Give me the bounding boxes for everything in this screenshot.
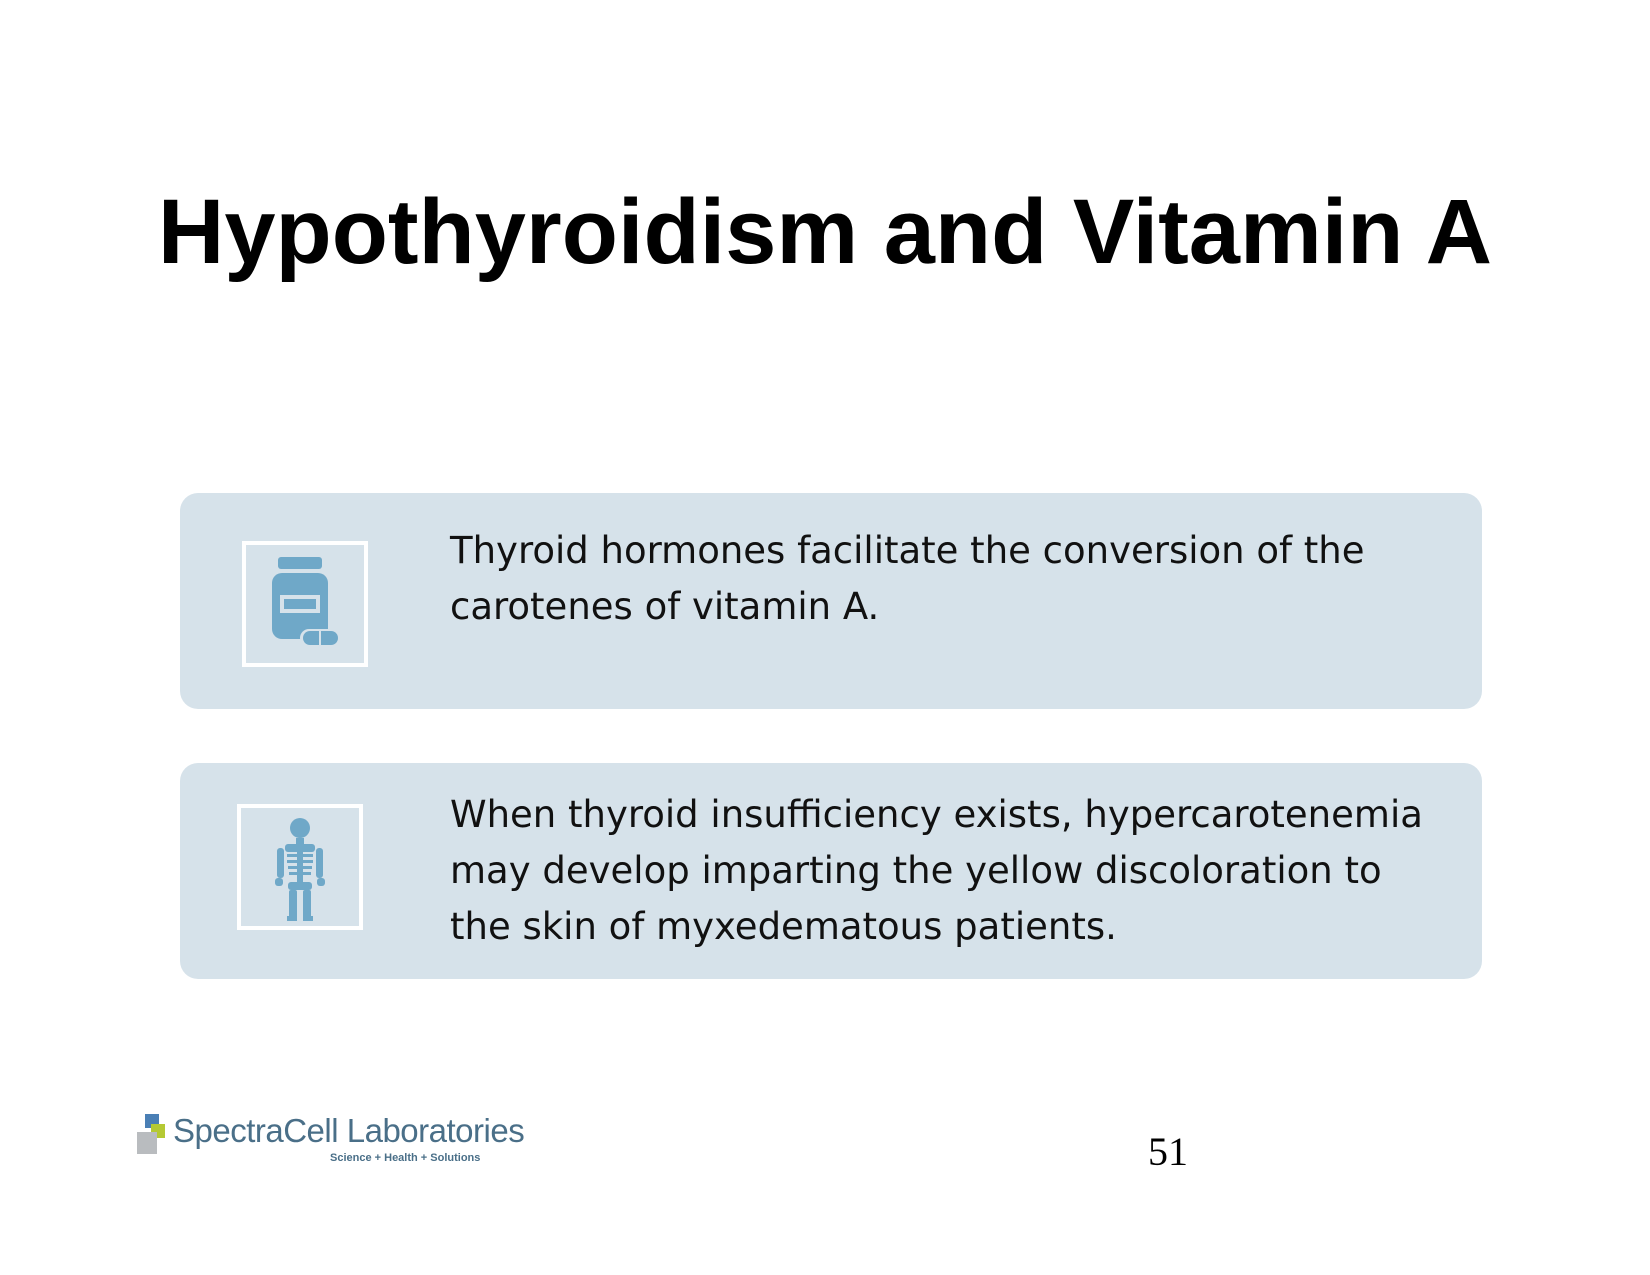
logo-mark-icon <box>137 1114 177 1158</box>
card-text <box>450 787 1442 955</box>
card-text-line: carotenes of vitamin A. <box>450 585 880 628</box>
logo-name: SpectraCell Laboratories <box>173 1112 525 1149</box>
card-text-line: Thyroid hormones facilitate the conversion of the <box>450 529 1365 572</box>
slide-title: Hypothyroidism and Vitamin A <box>157 181 1493 283</box>
logo-tagline: Science + Health + Solutions <box>330 1152 481 1164</box>
info-card-thyroid-hormones <box>180 493 1482 709</box>
card-text-line: the skin of myxedematous patients. <box>450 905 1117 948</box>
card-text <box>450 523 1442 635</box>
card-text-line: may develop imparting the yellow discoloration to <box>450 849 1382 892</box>
page-number: 51 <box>1148 1129 1188 1174</box>
card-text-line: When thyroid insufficiency exists, hypercarotenemia <box>450 793 1423 836</box>
skeleton-icon <box>237 804 363 930</box>
info-card-hypercarotenemia <box>180 763 1482 979</box>
medicine-bottle-pill-icon <box>242 541 368 667</box>
spectracell-logo <box>137 1112 525 1182</box>
